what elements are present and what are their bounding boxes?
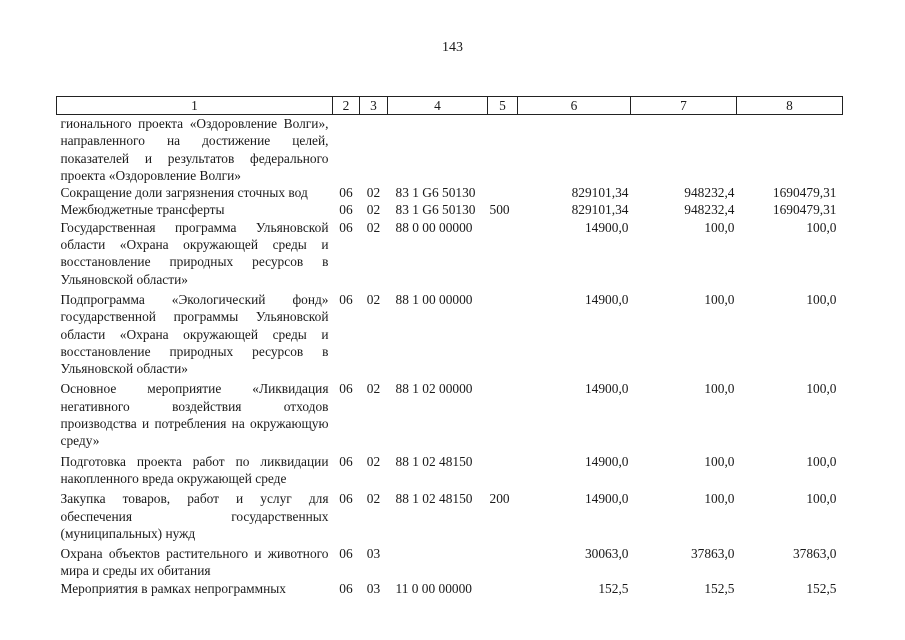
row-subsection bbox=[360, 115, 388, 185]
row-value-7: 100,0 bbox=[704, 291, 735, 307]
row-value-7: 152,5 bbox=[704, 580, 735, 596]
row-value-6: 14900,0 bbox=[584, 491, 629, 507]
row-value-8: 1690479,31 bbox=[772, 185, 837, 201]
row-expense-type bbox=[488, 377, 518, 449]
row-expense-type bbox=[488, 542, 518, 580]
row-value-6: 14900,0 bbox=[584, 381, 629, 397]
table-row bbox=[57, 377, 843, 449]
table-row bbox=[57, 580, 843, 597]
row-section: 06 bbox=[339, 381, 353, 397]
row-name: Закупка товаров, работ и услуг для обеспечения государственных (муниципальных) нужд bbox=[60, 491, 329, 541]
row-subsection: 03 bbox=[366, 580, 381, 596]
row-value-8: 152,5 bbox=[806, 580, 837, 596]
row-value-8: 100,0 bbox=[806, 381, 837, 397]
table-row bbox=[57, 115, 843, 185]
row-subsection: 02 bbox=[366, 491, 381, 507]
row-name: Межбюджетные трансферты bbox=[60, 202, 225, 218]
table-row bbox=[57, 450, 843, 488]
row-target-article: 88 1 02 48150 bbox=[395, 491, 473, 507]
page-number: 143 bbox=[442, 40, 463, 55]
row-name: гионального проекта «Оздоровление Волги», направленного на достижение целей, показателей и результатов федерального проекта «Оздоровление Волги» bbox=[60, 116, 329, 183]
row-value-8: 100,0 bbox=[806, 219, 837, 235]
row-value-7: 37863,0 bbox=[690, 546, 735, 562]
row-name: Подпрограмма «Экологический фонд» государственной программы Ульяновской области «Охрана окружающей среды и восстановление природных ресурсов в Ульяновской области» bbox=[60, 291, 329, 377]
budget-table bbox=[56, 96, 843, 597]
row-value-7: 100,0 bbox=[704, 453, 735, 469]
row-target-article: 83 1 G6 50130 bbox=[395, 202, 476, 218]
column-header: 6 bbox=[518, 97, 631, 115]
row-section: 06 bbox=[339, 580, 353, 596]
table-row bbox=[57, 219, 843, 288]
row-expense-type bbox=[488, 219, 518, 288]
row-name: Подготовка проекта работ по ликвидации накопленного вреда окружающей среде bbox=[60, 453, 329, 486]
row-target-article: 88 1 00 00000 bbox=[395, 291, 473, 307]
row-value-8 bbox=[737, 115, 843, 185]
row-subsection: 02 bbox=[366, 453, 381, 469]
table-row bbox=[57, 288, 843, 377]
row-target-article bbox=[388, 542, 488, 580]
row-value-6: 14900,0 bbox=[584, 291, 629, 307]
row-target-article: 88 1 02 48150 bbox=[395, 453, 473, 469]
row-value-7: 948232,4 bbox=[684, 185, 735, 201]
row-subsection: 02 bbox=[366, 202, 381, 218]
row-expense-type bbox=[488, 580, 518, 597]
row-section: 06 bbox=[339, 453, 353, 469]
row-value-7: 948232,4 bbox=[684, 202, 735, 218]
row-expense-type bbox=[488, 288, 518, 377]
row-target-article: 88 0 00 00000 bbox=[395, 219, 473, 235]
row-expense-type bbox=[488, 184, 518, 201]
row-value-6: 152,5 bbox=[598, 580, 629, 596]
row-value-6: 829101,34 bbox=[571, 202, 629, 218]
row-value-6 bbox=[518, 115, 631, 185]
column-header: 5 bbox=[488, 97, 518, 115]
table-row bbox=[57, 201, 843, 218]
table-row bbox=[57, 184, 843, 201]
row-subsection: 02 bbox=[366, 185, 381, 201]
row-value-8: 100,0 bbox=[806, 291, 837, 307]
row-value-8: 100,0 bbox=[806, 453, 837, 469]
row-value-8: 37863,0 bbox=[792, 546, 837, 562]
column-header: 7 bbox=[631, 97, 737, 115]
row-expense-type bbox=[488, 115, 518, 185]
row-name: Государственная программа Ульяновской области «Охрана окружающей среды и восстановление природных ресурсов в Ульяновской области» bbox=[60, 219, 329, 287]
row-target-article: 83 1 G6 50130 bbox=[395, 185, 476, 201]
row-section: 06 bbox=[339, 219, 353, 235]
row-value-7 bbox=[631, 115, 737, 185]
row-value-6: 14900,0 bbox=[584, 453, 629, 469]
row-section: 06 bbox=[339, 185, 353, 201]
header-row bbox=[57, 97, 843, 115]
row-section bbox=[333, 115, 360, 185]
row-expense-type bbox=[488, 450, 518, 488]
row-section: 06 bbox=[339, 202, 353, 218]
column-header: 2 bbox=[333, 97, 360, 115]
row-section: 06 bbox=[339, 546, 353, 562]
row-value-7: 100,0 bbox=[704, 491, 735, 507]
column-header: 8 bbox=[737, 97, 843, 115]
row-subsection: 02 bbox=[366, 291, 381, 307]
row-value-7: 100,0 bbox=[704, 219, 735, 235]
row-name: Мероприятия в рамках непрограммных bbox=[60, 580, 286, 596]
row-name: Основное мероприятие «Ликвидация негативного воздействия отходов производства и потребления на окружающую среду» bbox=[60, 381, 329, 449]
table-row bbox=[57, 487, 843, 542]
column-header: 4 bbox=[388, 97, 488, 115]
table-row bbox=[57, 542, 843, 580]
row-value-6: 829101,34 bbox=[571, 185, 629, 201]
row-value-8: 1690479,31 bbox=[772, 202, 837, 218]
row-section: 06 bbox=[339, 491, 353, 507]
row-expense-type: 500 bbox=[489, 202, 510, 218]
row-target-article: 11 0 00 00000 bbox=[395, 580, 472, 596]
row-section: 06 bbox=[339, 291, 353, 307]
column-header: 1 bbox=[57, 97, 333, 115]
row-name: Сокращение доли загрязнения сточных вод bbox=[60, 185, 308, 201]
row-subsection: 02 bbox=[366, 219, 381, 235]
column-header: 3 bbox=[360, 97, 388, 115]
row-subsection: 02 bbox=[366, 381, 381, 397]
row-value-7: 100,0 bbox=[704, 381, 735, 397]
row-subsection: 03 bbox=[366, 546, 381, 562]
row-target-article: 88 1 02 00000 bbox=[395, 381, 473, 397]
row-name: Охрана объектов растительного и животного мира и среды их обитания bbox=[60, 546, 329, 579]
row-expense-type: 200 bbox=[489, 491, 510, 507]
row-target-article bbox=[388, 115, 488, 185]
row-value-8: 100,0 bbox=[806, 491, 837, 507]
row-value-6: 14900,0 bbox=[584, 219, 629, 235]
row-value-6: 30063,0 bbox=[584, 546, 629, 562]
